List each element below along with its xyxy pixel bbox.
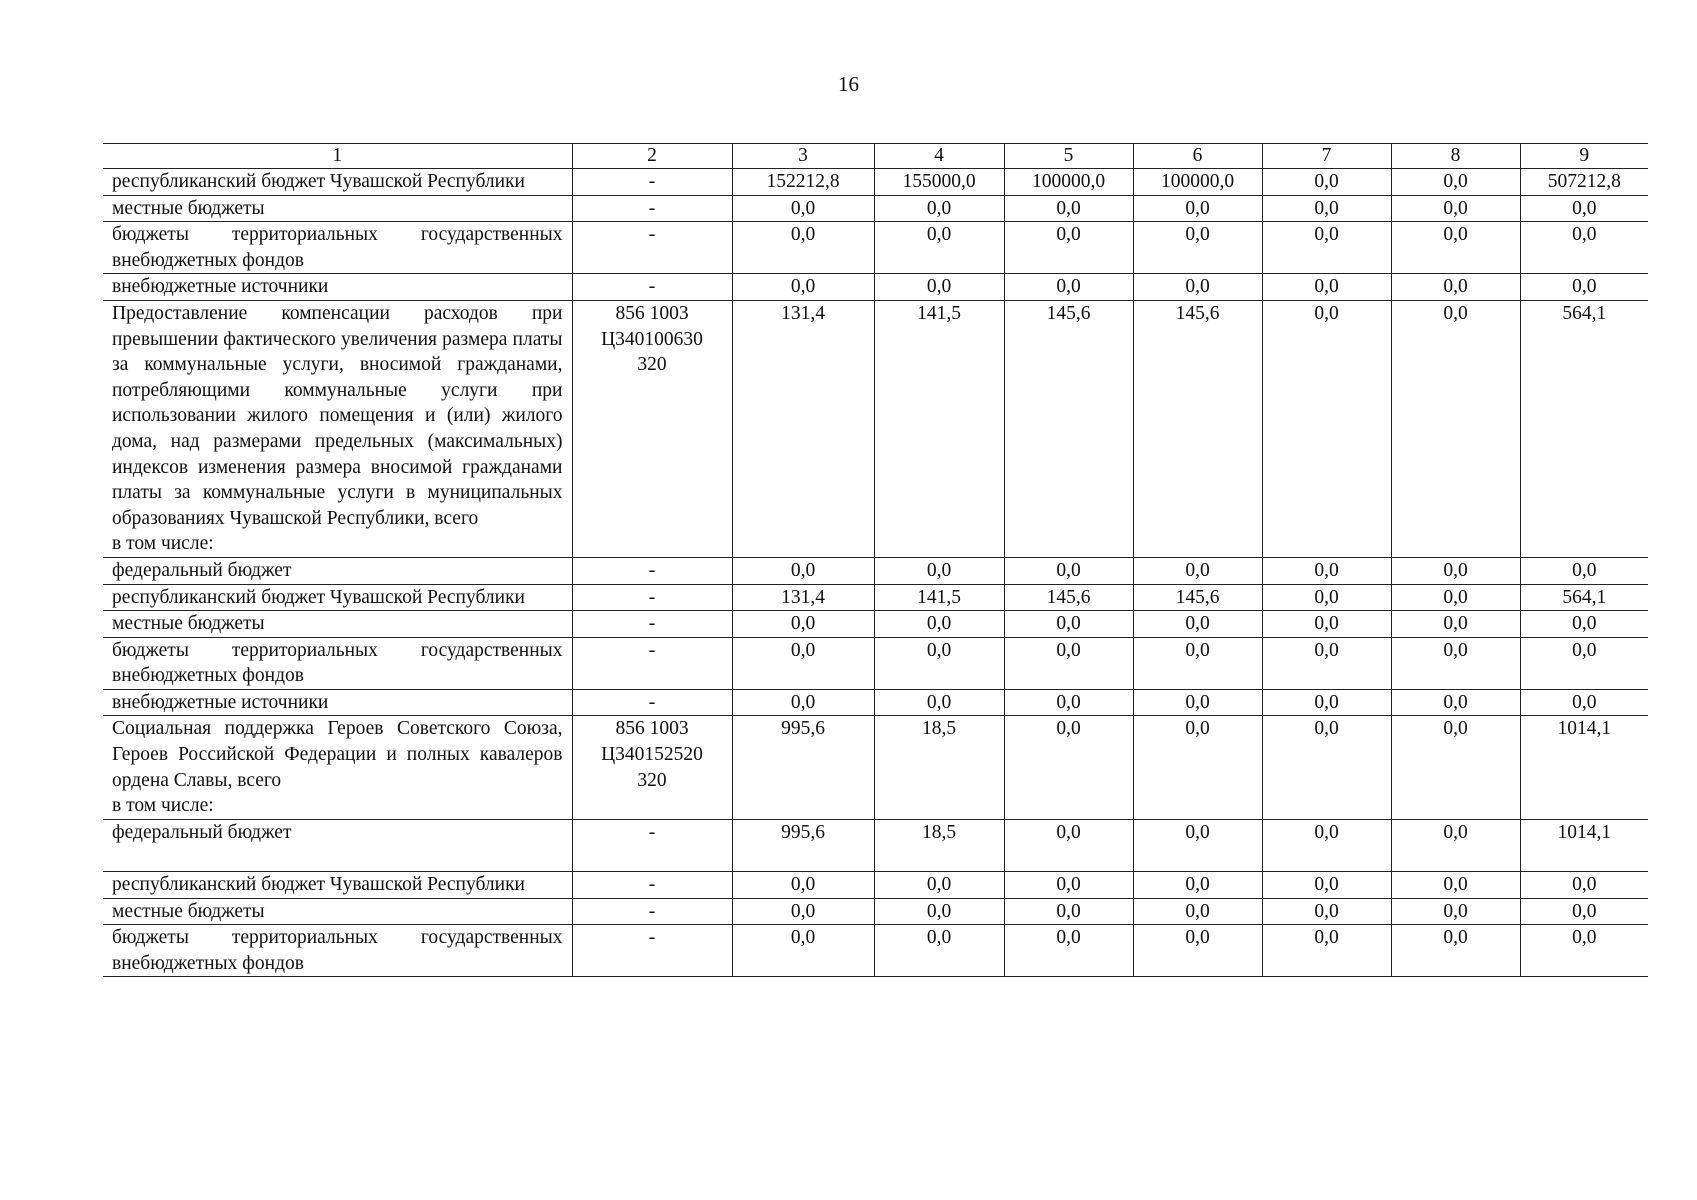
row-code-line: 856 1003	[615, 302, 689, 324]
row-value-cell: 0,0	[1520, 898, 1648, 925]
row-name-cell	[103, 557, 572, 584]
row-value-cell: 0,0	[1391, 819, 1520, 871]
row-name-cell	[103, 195, 572, 222]
row-value-cell: 0,0	[1004, 195, 1133, 222]
table-row	[103, 222, 1648, 274]
row-name: федеральный бюджет	[112, 559, 292, 581]
row-value-cell: 0,0	[732, 872, 874, 899]
row-value-cell: 0,0	[1133, 925, 1262, 977]
row-value-cell: 0,0	[732, 898, 874, 925]
row-value-cell: 0,0	[1004, 872, 1133, 899]
row-value-cell: 0,0	[1004, 222, 1133, 274]
row-value-cell: 0,0	[1262, 898, 1391, 925]
row-name-cell	[103, 274, 572, 301]
column-header: 4	[874, 144, 1004, 169]
row-value-cell: 141,5	[874, 300, 1004, 557]
row-value-cell: 0,0	[1133, 611, 1262, 638]
row-code-cell	[572, 611, 732, 638]
row-value-cell: 0,0	[1262, 689, 1391, 716]
row-value-cell: 0,0	[1262, 195, 1391, 222]
row-value-cell: 0,0	[1391, 898, 1520, 925]
row-code-line: -	[648, 900, 656, 922]
row-code-line: -	[648, 171, 656, 192]
row-note: в том числе:	[112, 795, 214, 817]
table-row	[103, 637, 1648, 689]
row-value-cell: 0,0	[732, 637, 874, 689]
row-code-cell	[572, 819, 732, 871]
row-value-cell: 0,0	[1262, 300, 1391, 557]
row-value-cell: 0,0	[1262, 169, 1391, 196]
row-value-cell: 0,0	[874, 274, 1004, 301]
row-value-cell: 0,0	[1520, 925, 1648, 977]
row-value-cell: 0,0	[1391, 637, 1520, 689]
row-name-cell	[103, 611, 572, 638]
row-value-cell: 145,6	[1133, 300, 1262, 557]
row-value-cell: 0,0	[732, 925, 874, 977]
row-value-cell: 0,0	[1262, 557, 1391, 584]
table-row	[103, 872, 1648, 899]
row-value-cell: 0,0	[874, 611, 1004, 638]
row-value-cell: 0,0	[1520, 637, 1648, 689]
row-name-cell	[103, 872, 572, 899]
column-header: 6	[1133, 144, 1262, 169]
row-value-cell: 0,0	[1520, 557, 1648, 584]
row-value-cell: 0,0	[1520, 195, 1648, 222]
row-code-cell	[572, 689, 732, 716]
row-value-cell: 0,0	[874, 689, 1004, 716]
row-value-cell: 18,5	[874, 819, 1004, 871]
row-code-cell	[572, 300, 732, 557]
row-value-cell: 0,0	[732, 274, 874, 301]
row-value-cell: 0,0	[1262, 872, 1391, 899]
row-code-cell	[572, 898, 732, 925]
row-value-cell: 0,0	[1004, 274, 1133, 301]
row-value-cell: 0,0	[1262, 716, 1391, 819]
row-name-cell	[103, 819, 572, 871]
table-row	[103, 898, 1648, 925]
row-value-cell: 1014,1	[1520, 716, 1648, 819]
row-value-cell: 0,0	[1133, 898, 1262, 925]
row-value-cell: 145,6	[1004, 584, 1133, 611]
row-value-cell: 145,6	[1004, 300, 1133, 557]
row-code-line: -	[648, 874, 656, 896]
row-name: бюджеты территориальных государственных внебюджетных фондов	[112, 927, 563, 974]
row-value-cell: 155000,0	[874, 169, 1004, 196]
row-value-cell: 0,0	[1520, 274, 1648, 301]
table-row	[103, 689, 1648, 716]
row-value-cell: 0,0	[1262, 611, 1391, 638]
table-row	[103, 169, 1648, 196]
row-value-cell: 0,0	[1133, 274, 1262, 301]
row-name: бюджеты территориальных государственных внебюджетных фондов	[112, 224, 563, 271]
row-value-cell: 0,0	[1004, 557, 1133, 584]
row-value-cell: 0,0	[1133, 716, 1262, 819]
row-name: местные бюджеты	[112, 613, 265, 635]
row-name-cell	[103, 584, 572, 611]
row-code-line: -	[648, 613, 656, 635]
table-row	[103, 195, 1648, 222]
row-name: внебюджетные источники	[112, 276, 329, 298]
row-value-cell: 0,0	[1262, 637, 1391, 689]
row-name: Социальная поддержка Героев Советского Союза, Героев Российской Федерации и полных кавалеров ордена Славы, всего	[112, 718, 563, 791]
column-header: 1	[103, 144, 572, 169]
row-value-cell: 0,0	[1133, 819, 1262, 871]
row-name: внебюджетные источники	[112, 691, 329, 713]
row-name-cell	[103, 637, 572, 689]
column-header: 2	[572, 144, 732, 169]
row-value-cell: 0,0	[1004, 898, 1133, 925]
row-value-cell: 0,0	[1391, 872, 1520, 899]
row-value-cell: 0,0	[1004, 637, 1133, 689]
table-header-row	[103, 144, 1648, 169]
row-value-cell: 0,0	[1133, 637, 1262, 689]
table-row	[103, 611, 1648, 638]
row-value-cell: 0,0	[1004, 611, 1133, 638]
row-code-line: -	[648, 821, 656, 843]
row-code-cell	[572, 169, 732, 196]
row-value-cell: 0,0	[1262, 222, 1391, 274]
row-value-cell: 0,0	[1004, 689, 1133, 716]
row-code-cell	[572, 557, 732, 584]
row-name-cell	[103, 716, 572, 819]
row-code-line: -	[648, 197, 656, 219]
table-row	[103, 300, 1648, 557]
row-note: в том числе:	[112, 533, 214, 555]
row-value-cell: 0,0	[1391, 689, 1520, 716]
column-header: 3	[732, 144, 874, 169]
row-value-cell: 0,0	[874, 637, 1004, 689]
row-name-cell	[103, 169, 572, 196]
row-value-cell: 0,0	[732, 689, 874, 716]
row-name: республиканский бюджет Чувашской Республики	[112, 171, 525, 192]
row-value-cell: 0,0	[1004, 716, 1133, 819]
row-value-cell: 0,0	[1520, 689, 1648, 716]
row-value-cell: 0,0	[1391, 611, 1520, 638]
row-value-cell: 131,4	[732, 584, 874, 611]
row-value-cell: 18,5	[874, 716, 1004, 819]
row-code-cell	[572, 872, 732, 899]
table-row	[103, 819, 1648, 871]
row-name-cell	[103, 300, 572, 557]
row-name: местные бюджеты	[112, 900, 265, 922]
row-value-cell: 0,0	[1391, 195, 1520, 222]
page-number: 16	[838, 72, 859, 96]
row-value-cell: 0,0	[874, 872, 1004, 899]
row-value-cell: 564,1	[1520, 584, 1648, 611]
row-code-cell	[572, 195, 732, 222]
row-value-cell: 0,0	[1262, 819, 1391, 871]
row-code-line: 320	[637, 769, 667, 791]
row-value-cell: 0,0	[1520, 611, 1648, 638]
row-value-cell: 145,6	[1133, 584, 1262, 611]
row-code-line: Ц340100630	[601, 328, 703, 350]
row-code-line: 856 1003	[615, 718, 689, 740]
row-value-cell: 100000,0	[1133, 169, 1262, 196]
row-name: бюджеты территориальных государственных внебюджетных фондов	[112, 639, 563, 687]
row-value-cell: 0,0	[874, 557, 1004, 584]
row-name-cell	[103, 689, 572, 716]
row-code-line: -	[648, 639, 656, 661]
row-value-cell: 0,0	[1004, 925, 1133, 977]
row-value-cell: 0,0	[1520, 872, 1648, 899]
column-header: 8	[1391, 144, 1520, 169]
row-value-cell: 0,0	[1391, 300, 1520, 557]
row-value-cell: 0,0	[1391, 716, 1520, 819]
row-code-line: Ц340152520	[601, 744, 703, 766]
column-header: 7	[1262, 144, 1391, 169]
column-header: 5	[1004, 144, 1133, 169]
row-code-cell	[572, 274, 732, 301]
row-code-line: -	[648, 586, 656, 608]
column-header: 9	[1520, 144, 1648, 169]
row-value-cell: 0,0	[732, 611, 874, 638]
row-value-cell: 0,0	[874, 222, 1004, 274]
row-value-cell: 0,0	[874, 925, 1004, 977]
row-value-cell: 0,0	[1262, 274, 1391, 301]
row-name: республиканский бюджет Чувашской Республики	[112, 874, 525, 896]
row-value-cell: 0,0	[1262, 925, 1391, 977]
budget-table	[103, 143, 1648, 977]
row-value-cell: 995,6	[732, 716, 874, 819]
row-code-cell	[572, 584, 732, 611]
row-name: федеральный бюджет	[112, 821, 292, 843]
row-value-cell: 0,0	[1133, 222, 1262, 274]
row-value-cell: 0,0	[1391, 584, 1520, 611]
row-value-cell: 0,0	[1391, 925, 1520, 977]
row-code-cell	[572, 222, 732, 274]
table-row	[103, 584, 1648, 611]
row-code-line: -	[648, 276, 656, 298]
row-code-line: 320	[637, 354, 667, 376]
row-name-cell	[103, 222, 572, 274]
row-value-cell: 564,1	[1520, 300, 1648, 557]
row-value-cell: 0,0	[1391, 169, 1520, 196]
table-row	[103, 557, 1648, 584]
row-value-cell: 141,5	[874, 584, 1004, 611]
row-value-cell: 0,0	[732, 195, 874, 222]
row-code-cell	[572, 925, 732, 977]
row-value-cell: 0,0	[1133, 557, 1262, 584]
row-value-cell: 100000,0	[1004, 169, 1133, 196]
row-code-line: -	[648, 927, 656, 949]
row-value-cell: 0,0	[874, 898, 1004, 925]
table-row	[103, 274, 1648, 301]
row-value-cell: 0,0	[1520, 222, 1648, 274]
table-row	[103, 925, 1648, 977]
row-value-cell: 0,0	[1133, 872, 1262, 899]
row-value-cell: 131,4	[732, 300, 874, 557]
row-value-cell: 0,0	[1004, 819, 1133, 871]
row-name: Предоставление компенсации расходов при превышении фактического увеличения размера платы за коммунальные услуги, вносимой гражданами, потребляющими коммунальные услуги при использовании жилого помещения и (или) жилого дома, над размерами предельных (максимальных) индексов изменения размера вносимой гражданами платы за коммунальные услуги в муниципальных образованиях Чувашской Республики, всего	[112, 302, 563, 529]
row-value-cell: 0,0	[1391, 557, 1520, 584]
row-value-cell: 0,0	[1391, 222, 1520, 274]
row-value-cell: 995,6	[732, 819, 874, 871]
row-value-cell: 0,0	[1133, 195, 1262, 222]
row-code-line: -	[648, 559, 656, 581]
row-value-cell: 507212,8	[1520, 169, 1648, 196]
row-value-cell: 0,0	[1391, 274, 1520, 301]
row-code-cell	[572, 716, 732, 819]
table-row	[103, 716, 1648, 819]
row-value-cell: 0,0	[732, 222, 874, 274]
row-value-cell: 1014,1	[1520, 819, 1648, 871]
row-code-line: -	[648, 691, 656, 713]
row-value-cell: 152212,8	[732, 169, 874, 196]
row-name: республиканский бюджет Чувашской Республики	[112, 586, 525, 608]
row-name-cell	[103, 898, 572, 925]
row-value-cell: 0,0	[1133, 689, 1262, 716]
row-name: местные бюджеты	[112, 197, 265, 219]
row-code-cell	[572, 637, 732, 689]
row-name-cell	[103, 925, 572, 977]
row-value-cell: 0,0	[732, 557, 874, 584]
row-code-line: -	[648, 224, 656, 246]
row-value-cell: 0,0	[1262, 584, 1391, 611]
row-value-cell: 0,0	[874, 195, 1004, 222]
